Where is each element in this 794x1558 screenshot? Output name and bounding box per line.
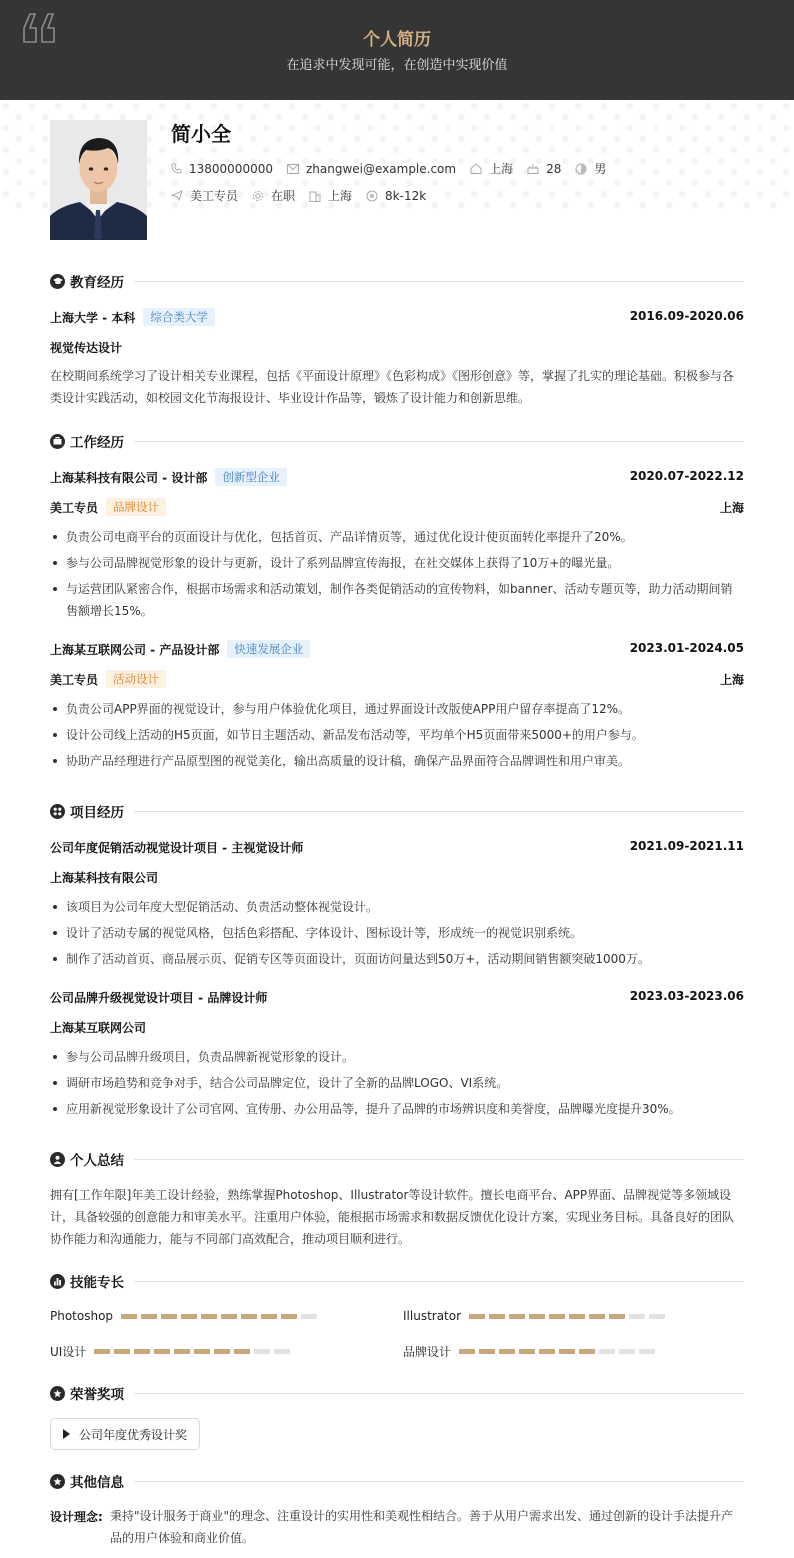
coin-icon: [366, 190, 378, 202]
skill-segment-filled: [114, 1349, 130, 1354]
company-tag: 创新型企业: [215, 468, 287, 486]
skill-level-bar: [121, 1314, 321, 1319]
job-bullet: 负责公司APP界面的视觉设计，参与用户体验优化项目，通过界面设计改版使APP用户留存率提高了12%。: [50, 698, 744, 720]
skill-segment-filled: [221, 1314, 237, 1319]
skill-name: Photoshop: [50, 1309, 114, 1323]
project-bullet: 该项目为公司年度大型促销活动、负责活动整体视觉设计。: [50, 896, 744, 918]
skill-segment-filled: [569, 1314, 585, 1319]
project-name: 公司年度促销活动视觉设计项目 - 主视觉设计师: [50, 841, 304, 855]
salary-text: 8k-12k: [385, 188, 427, 203]
section-title: 工作经历: [70, 435, 124, 451]
phone-number: 13800000000: [189, 161, 273, 176]
email-address: zhangwei@example.com: [305, 161, 457, 176]
gear-icon: [252, 190, 264, 202]
skill-segment-filled: [234, 1349, 250, 1354]
project-bullet: 设计了活动专属的视觉风格，包括色彩搭配、字体设计、图标设计等，形成统一的视觉识别系统。: [50, 922, 744, 944]
skill-item: [403, 1309, 669, 1323]
project-company: 上海某科技有限公司: [50, 871, 159, 885]
skill-segment-filled: [559, 1349, 575, 1354]
skill-name: Illustrator: [403, 1309, 462, 1323]
job-role-line: [50, 498, 166, 516]
role-name: 美工专员: [50, 673, 99, 687]
position-item: [171, 187, 238, 204]
grid-icon: [50, 804, 65, 819]
skill-item: [403, 1343, 659, 1360]
skill-segment-filled: [589, 1314, 605, 1319]
skill-segment-empty: [274, 1349, 290, 1354]
honors-section-header: [50, 1383, 744, 1403]
skill-segment-filled: [161, 1314, 177, 1319]
job-bullet: 负责公司电商平台的页面设计与优化，包括首页、产品详情页等，通过优化设计使页面转化率提升了20%。: [50, 526, 744, 548]
divider: [134, 441, 744, 442]
education-school-line: [50, 308, 215, 326]
job-company-line: [50, 468, 287, 486]
skill-segment-filled: [214, 1349, 230, 1354]
skill-segment-filled: [154, 1349, 170, 1354]
summary-text: 拥有[工作年限]年美工设计经验，熟练掌握Photoshop、Illustrator等设计软件。擅长电商平台、APP界面、品牌视觉等多领域设计，具备较强的创意能力和审美水平。注重用户体验，能根据市场需求和数据反馈优化设计方案，实现业务目标。具备良好的团队协作能力和沟通能力，能与不同部门高效配合，推动项目顺利进行。: [50, 1188, 735, 1246]
skill-segment-filled: [241, 1314, 257, 1319]
skill-segment-filled: [261, 1314, 277, 1319]
job-company-line: [50, 640, 310, 658]
skill-segment-empty: [629, 1314, 645, 1319]
company-tag: 快速发展企业: [227, 640, 310, 658]
building-icon: [309, 190, 321, 202]
divider: [134, 1159, 744, 1160]
skill-segment-filled: [469, 1314, 485, 1319]
skill-segment-empty: [639, 1349, 655, 1354]
skill-segment-filled: [489, 1314, 505, 1319]
project-bullet: 调研市场趋势和竞争对手，结合公司品牌定位，设计了全新的品牌LOGO、VI系统。: [50, 1072, 744, 1094]
skill-item: [50, 1309, 321, 1323]
skill-segment-empty: [619, 1349, 635, 1354]
skill-level-bar: [469, 1314, 669, 1319]
home-icon: [470, 163, 482, 174]
design-philosophy-text: 秉持"设计服务于商业"的理念、注重设计的实用性和美观性相结合。善于从用户需求出发、通过创新的设计手法提升产品的用户体验和商业价值。: [110, 1509, 734, 1545]
salary-item: [366, 189, 426, 203]
role-name: 美工专员: [50, 501, 99, 515]
divider: [134, 811, 744, 812]
skill-segment-filled: [499, 1349, 515, 1354]
job-city: 上海: [719, 501, 744, 515]
skill-segment-filled: [181, 1314, 197, 1319]
other-section-header: [50, 1471, 744, 1491]
section-title: 其他信息: [70, 1475, 124, 1491]
project-date: 2021.09-2021.11: [629, 839, 744, 853]
education-description: 在校期间系统学习了设计相关专业课程，包括《平面设计原理》《色彩构成》《图形创意》等，掌握了扎实的理论基础。积极参与各类设计实践活动，如校园文化节海报设计、毕业设计作品等，锻炼了设计能力和创新思维。: [50, 369, 735, 405]
skill-segment-filled: [519, 1349, 535, 1354]
location-item: [470, 160, 513, 177]
location-text: 上海: [489, 162, 514, 176]
job-date: 2023.01-2024.05: [629, 641, 744, 655]
skill-segment-filled: [479, 1349, 495, 1354]
graduation-cap-icon: [50, 274, 65, 289]
job-intent-row: [171, 187, 440, 204]
company-name: 上海某互联网公司 - 产品设计部: [50, 643, 220, 657]
job-bullet: 协助产品经理进行产品原型图的视觉美化，输出高质量的设计稿，确保产品界面符合品牌调性和用户审美。: [50, 750, 744, 772]
project-bullet: 应用新视觉形象设计了公司官网、宣传册、办公用品等，提升了品牌的市场辨识度和美誉度，品牌曝光度提升30%。: [50, 1098, 744, 1120]
job-role-line: [50, 670, 166, 688]
role-tag: 品牌设计: [106, 498, 166, 516]
skill-segment-empty: [649, 1314, 665, 1319]
city-item: [309, 187, 352, 204]
skill-segment-filled: [459, 1349, 475, 1354]
divider: [134, 1393, 744, 1394]
section-title: 教育经历: [70, 275, 124, 291]
project-bullet: 制作了活动首页、商品展示页、促销专区等页面设计，页面访问量达到50万+，活动期间销售额突破1000万。: [50, 948, 744, 970]
job-bullet: 与运营团队紧密合作，根据市场需求和活动策划，制作各类促销活动的宣传物料，如banner、活动专题页等，助力活动期间销售额增长15%。: [50, 578, 744, 622]
summary-section-header: [50, 1149, 744, 1169]
skill-segment-filled: [94, 1349, 110, 1354]
school-tag: 综合类大学: [143, 308, 215, 326]
divider: [134, 1481, 744, 1482]
email-item: [287, 162, 456, 176]
skill-level-bar: [94, 1349, 294, 1354]
skill-segment-filled: [609, 1314, 625, 1319]
skill-segment-filled: [549, 1314, 565, 1319]
resume-title: 个人简历: [363, 30, 431, 50]
cake-icon: [527, 163, 539, 174]
person-star-icon: [50, 1474, 65, 1489]
skills-section-header: [50, 1271, 744, 1291]
project-name: 公司品牌升级视觉设计项目 - 品牌设计师: [50, 991, 268, 1005]
skill-segment-filled: [134, 1349, 150, 1354]
play-triangle-icon: [63, 1429, 70, 1439]
header-banner: [0, 0, 794, 100]
award-item: [50, 1418, 200, 1450]
age-text: 28: [546, 161, 562, 176]
section-title: 技能专长: [70, 1275, 124, 1291]
skill-name: UI设计: [50, 1345, 87, 1359]
skill-segment-filled: [579, 1349, 595, 1354]
send-icon: [171, 190, 183, 201]
school-name: 上海大学 - 本科: [50, 311, 136, 325]
design-philosophy-label: 设计理念:: [50, 1510, 103, 1524]
skill-segment-empty: [254, 1349, 270, 1354]
job-city: 上海: [719, 673, 744, 687]
candidate-name: 简小全: [171, 122, 231, 146]
job-bullet: 参与公司品牌视觉形象的设计与更新，设计了系列品牌宣传海报，在社交媒体上获得了10万+的曝光量。: [50, 552, 744, 574]
skill-segment-filled: [141, 1314, 157, 1319]
bar-chart-icon: [50, 1274, 65, 1289]
skill-segment-filled: [121, 1314, 137, 1319]
major-name: 视觉传达设计: [50, 341, 123, 355]
gender-item: [575, 160, 606, 177]
projects-section-header: [50, 801, 744, 821]
gender-icon: [575, 163, 587, 175]
skill-segment-filled: [509, 1314, 525, 1319]
project-date: 2023.03-2023.06: [629, 989, 744, 1003]
skill-segment-filled: [539, 1349, 555, 1354]
work-section-header: [50, 431, 744, 451]
skill-level-bar: [459, 1349, 659, 1354]
skill-segment-filled: [194, 1349, 210, 1354]
medal-icon: [50, 1386, 65, 1401]
status-text: 在职: [271, 189, 296, 203]
project-bullet: 参与公司品牌升级项目，负责品牌新视觉形象的设计。: [50, 1046, 744, 1068]
company-name: 上海某科技有限公司 - 设计部: [50, 471, 208, 485]
education-date: 2016.09-2020.06: [629, 309, 744, 323]
resume-subtitle: 在追求中发现可能，在创造中实现价值: [286, 58, 508, 73]
skill-segment-empty: [301, 1314, 317, 1319]
project-company: 上海某互联网公司: [50, 1021, 147, 1035]
age-item: [527, 162, 561, 176]
role-tag: 活动设计: [106, 670, 166, 688]
job-bullet: 设计公司线上活动的H5页面，如节日主题活动、新品发布活动等，平均单个H5页面带来5000+的用户参与。: [50, 724, 744, 746]
skill-segment-filled: [529, 1314, 545, 1319]
gender-text: 男: [594, 162, 607, 176]
skill-segment-filled: [174, 1349, 190, 1354]
divider: [134, 1281, 744, 1282]
position-text: 美工专员: [190, 189, 239, 203]
user-icon: [50, 1152, 65, 1167]
briefcase-icon: [50, 434, 65, 449]
section-title: 荣誉奖项: [70, 1387, 124, 1403]
phone-icon: [171, 163, 182, 174]
section-title: 项目经历: [70, 805, 124, 821]
education-section-header: [50, 271, 744, 291]
award-name: 公司年度优秀设计奖: [79, 1427, 188, 1442]
skill-segment-filled: [281, 1314, 297, 1319]
contact-row: [171, 160, 620, 177]
section-title: 个人总结: [70, 1153, 124, 1169]
divider: [134, 281, 744, 282]
status-item: [252, 187, 295, 204]
job-date: 2020.07-2022.12: [629, 469, 744, 483]
mail-icon: [287, 164, 299, 174]
avatar-photo: [50, 120, 147, 240]
skill-name: 品牌设计: [403, 1345, 452, 1359]
skill-item: [50, 1343, 294, 1360]
skill-segment-filled: [201, 1314, 217, 1319]
phone-item: [171, 162, 273, 176]
city-text: 上海: [328, 189, 353, 203]
skill-segment-empty: [599, 1349, 615, 1354]
